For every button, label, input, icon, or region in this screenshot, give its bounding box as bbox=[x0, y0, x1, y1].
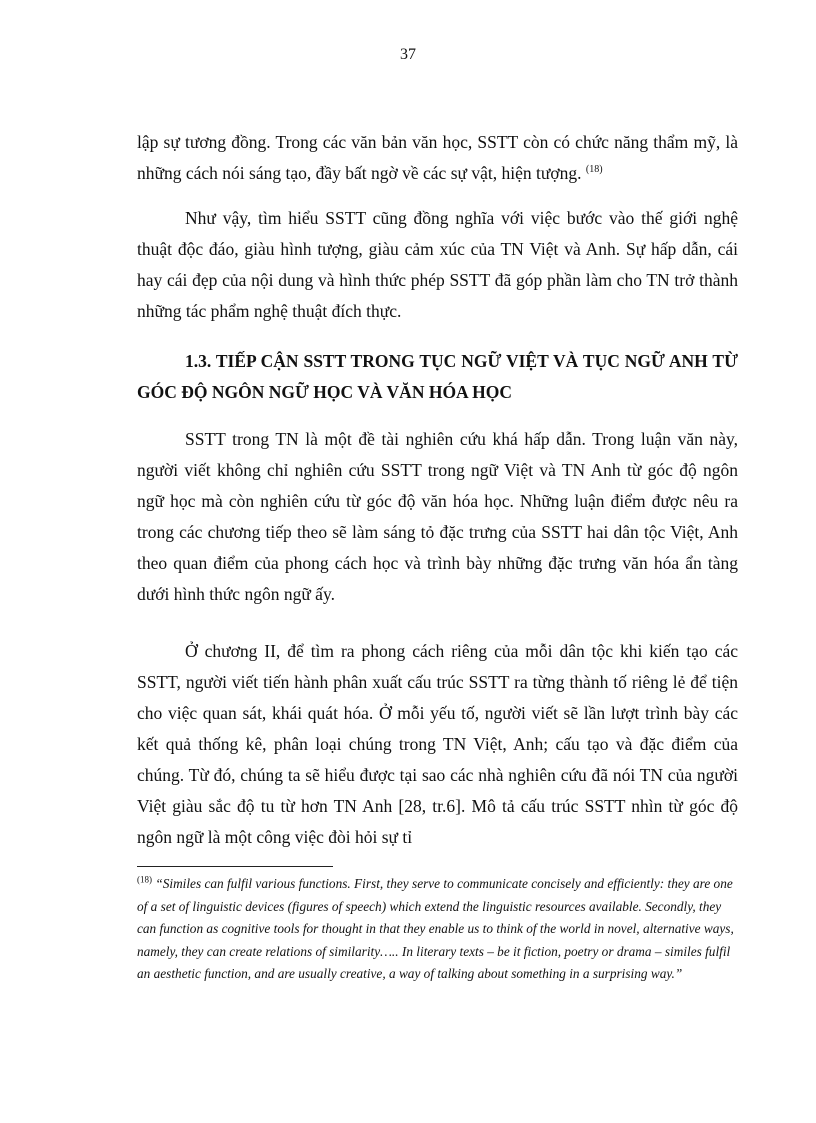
footnote-text: “Similes can fulfil various functions. First, they serve to communicate concisely and efficiently: they are one of a set of linguistic devices (figures of speech) which extend the linguistic resources available. Secondly, they can function as cognitive tools for thought in that they enable us to think of the world in novel, alternative ways, namely, they can create relations of similarity….. In literary texts – be it fiction, poetry or drama – similes fulfil an aesthetic function, and are usually creative, a way of talking about something in a surprising way.” bbox=[137, 876, 734, 981]
paragraph-2: Như vậy, tìm hiểu SSTT cũng đồng nghĩa với việc bước vào thế giới nghệ thuật độc đáo, giàu hình tượng, giàu cảm xúc của TN Việt và Anh. Sự hấp dẫn, cái hay cái đẹp của nội dung và hình thức phép SSTT đã góp phần làm cho TN trở thành những tác phẩm nghệ thuật đích thực. bbox=[137, 208, 738, 321]
section-heading: 1.3. TIẾP CẬN SSTT TRONG TỤC NGỮ VIỆT VÀ TỤC NGỮ ANH TỪ GÓC ĐỘ NGÔN NGỮ HỌC VÀ VĂN HÓA HỌC bbox=[137, 351, 738, 402]
paragraph-3: SSTT trong TN là một đề tài nghiên cứu khá hấp dẫn. Trong luận văn này, người viết không chỉ nghiên cứu SSTT trong ngữ Việt và TN Anh từ góc độ ngôn ngữ học mà còn nghiên cứu từ góc độ văn hóa học. Những luận điểm được nêu ra trong các chương tiếp theo sẽ làm sáng tỏ đặc trưng của SSTT hai dân tộc Việt, Anh theo quan điểm của phong cách học và trình bày những đặc trưng văn hóa ẩn tàng dưới hình thức ngôn ngữ ấy. bbox=[137, 429, 738, 604]
paragraph-4: Ở chương II, để tìm ra phong cách riêng của mỗi dân tộc khi kiến tạo các SSTT, người viết tiến hành phân xuất cấu trúc SSTT ra từng thành tố riêng lẻ để tiện cho việc quan sát, khái quát hóa. Ở mỗi yếu tố, người viết sẽ lần lượt trình bày các kết quả thống kê, phân loại chúng trong TN Việt, Anh; cấu tạo và đặc điểm của chúng. Từ đó, chúng ta sẽ hiểu được tại sao các nhà nghiên cứu đã nói TN của người Việt giàu sắc độ tu từ hơn TN Anh [28, tr.6]. Mô tả cấu trúc SSTT nhìn từ góc độ ngôn ngữ là một công việc đòi hỏi sự tỉ bbox=[137, 641, 738, 847]
paragraph-1 bbox=[137, 127, 738, 189]
paragraph-1-text: lập sự tương đồng. Trong các văn bản văn học, SSTT còn có chức năng thẩm mỹ, là những cách nói sáng tạo, đầy bất ngờ về các sự vật, hiện tượng. bbox=[137, 132, 738, 183]
page-number: 37 bbox=[400, 46, 416, 63]
footnote bbox=[137, 873, 738, 986]
footnote-reference[interactable]: (18) bbox=[585, 164, 603, 176]
footnote-divider bbox=[137, 866, 333, 867]
footnote-marker: (18) bbox=[137, 874, 152, 885]
